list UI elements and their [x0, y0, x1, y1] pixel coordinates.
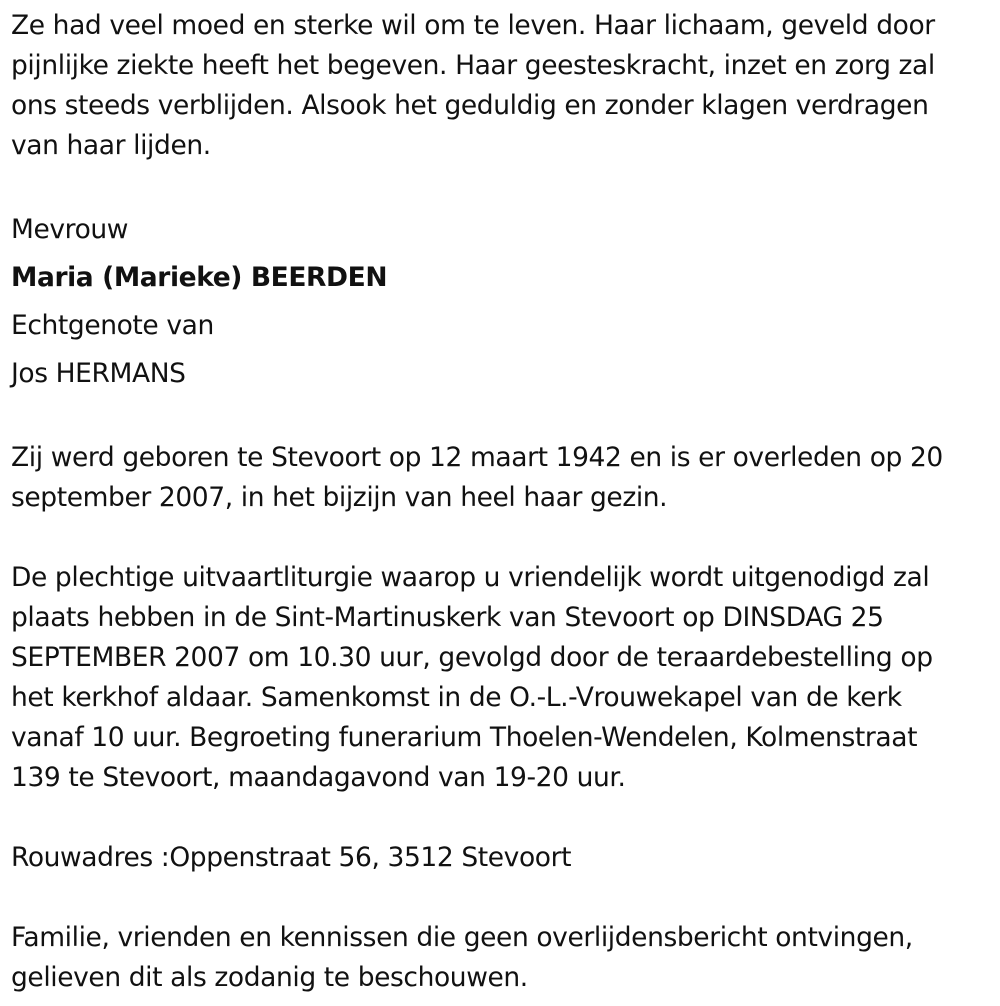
spacer	[11, 878, 991, 918]
deceased-name: Maria (Marieke) BEERDEN	[11, 262, 388, 293]
intro-line-1: Ze had veel moed en sterke wil om te leven. Haar lichaam, geveld door	[11, 10, 935, 41]
closing-line-2: gelieven dit als zodanig te beschouwen.	[11, 962, 528, 993]
mourning-address: Rouwadres :Oppenstraat 56, 3512 Stevoort	[11, 842, 572, 873]
intro-line-4: van haar lijden.	[11, 130, 211, 161]
intro-line-3: ons steeds verblijden. Alsook het geduldig en zonder klagen verdragen	[11, 90, 929, 121]
birth-death-line-1: Zij werd geboren te Stevoort op 12 maart 1942 en is er overleden op 20	[11, 442, 943, 473]
closing-line-1: Familie, vrienden en kennissen die geen overlijdensbericht ontvingen,	[11, 922, 913, 953]
spacer	[11, 798, 991, 838]
funeral-line-1: De plechtige uitvaartliturgie waarop u vriendelijk wordt uitgenodigd zal	[11, 562, 930, 593]
funeral-line-2: plaats hebben in de Sint-Martinuskerk van Stevoort op DINSDAG 25	[11, 602, 884, 633]
funeral-line-5: vanaf 10 uur. Begroeting funerarium Thoelen-Wendelen, Kolmenstraat	[11, 722, 918, 753]
intro-paragraph	[11, 6, 991, 166]
funeral-paragraph	[11, 558, 991, 798]
salutation: Mevrouw	[11, 214, 129, 245]
closing-paragraph	[11, 918, 991, 998]
address-paragraph	[11, 838, 991, 878]
spacer	[11, 166, 991, 206]
relation-label: Echtgenote van	[11, 310, 214, 341]
funeral-line-6: 139 te Stevoort, maandagavond van 19-20 uur.	[11, 762, 626, 793]
funeral-line-4: het kerkhof aldaar. Samenkomst in de O.-L.-Vrouwekapel van de kerk	[11, 682, 902, 713]
birth-death-line-2: september 2007, in het bijzijn van heel haar gezin.	[11, 482, 668, 513]
intro-line-2: pijnlijke ziekte heeft het begeven. Haar geesteskracht, inzet en zorg zal	[11, 50, 935, 81]
spouse-name: Jos HERMANS	[11, 358, 186, 389]
spacer	[11, 518, 991, 558]
deceased-block	[11, 206, 991, 398]
birth-death-paragraph	[11, 438, 991, 518]
funeral-line-3: SEPTEMBER 2007 om 10.30 uur, gevolgd door de teraardebestelling op	[11, 642, 933, 673]
spacer	[11, 398, 991, 438]
obituary-document	[11, 6, 991, 998]
